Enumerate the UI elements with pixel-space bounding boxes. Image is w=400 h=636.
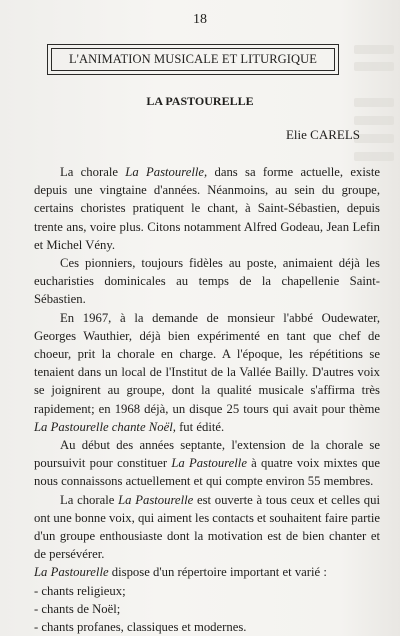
italic-title: La Pastourelle	[118, 492, 194, 507]
margin-shadow	[354, 45, 394, 54]
italic-title: La Pastourelle,	[125, 165, 208, 179]
text-run: Ces pionniers, toujours fidèles au poste, animaient déjà les eucharisties dominicales au temps de la chapellenie Saint-Sébastien.	[34, 256, 380, 307]
margin-shadow	[354, 116, 394, 125]
text-run: La chorale	[60, 492, 119, 507]
body-paragraph	[34, 254, 380, 309]
article-title: LA PASTOURELLE	[146, 94, 254, 108]
list-item: - chants de Noël;	[34, 601, 121, 616]
body-paragraph	[34, 436, 380, 491]
paragraph-list	[34, 163, 380, 582]
body-paragraph	[34, 163, 380, 254]
italic-title: La Pastourelle	[34, 565, 109, 580]
body-paragraph	[34, 563, 380, 581]
margin-shadow	[354, 62, 394, 71]
margin-shadow	[354, 152, 394, 161]
body-paragraph	[34, 491, 380, 564]
author-name: Elie CARELS	[285, 127, 360, 142]
article-body	[34, 163, 380, 636]
text-run: est ouverte à tous ceux et celles qui ont une bonne voix, qui aiment les contacts et souhaitent faire partie d'un groupe enthousiaste dont la motivation est de bien chanter et de persévérer.	[34, 492, 380, 562]
italic-title: La Pastourelle chante Noël,	[34, 419, 176, 434]
list-item: - chants profanes, classiques et modernes.	[34, 620, 247, 635]
section-title-frame	[47, 44, 339, 75]
section-title: L'ANIMATION MUSICALE ET LITURGIQUE	[51, 48, 335, 71]
text-run: à quatre voix mixtes que nous connaissons actuellement et qui compte environ 55 membres.	[34, 456, 380, 489]
text-run: La chorale	[60, 165, 126, 179]
list-item: - chants religieux;	[34, 583, 126, 598]
text-run: Au début des années septante, l'extension de la chorale se poursuivit pour constituer	[34, 438, 380, 471]
text-run: En 1967, à la demande de monsieur l'abbé Oudewater, Georges Wauthier, déjà bien expérimenté en tant que chef de choeur, prit la chorale en charge. A l'époque, les répétitions se tenaient dans un local de l'Institut de la Vallée Bailly. D'autres voix se joignirent au groupe, dont la qualité musicale s'affirma très rapidement; en 1968 déjà, un disque 25 tours qui avait pour thème	[34, 310, 380, 416]
text-run: fut édité.	[175, 419, 225, 434]
text-run: dans sa forme actuelle, existe depuis une vingtaine d'années. Néanmoins, au sein du groupe, certains choristes pratiquent le chant, à Saint-Sébastien, depuis trente ans, voire plus. Citons notamment Alfred Godeau, Jean Lefin et Michel Vény.	[34, 165, 380, 252]
page-number: 18	[193, 12, 207, 27]
text-run: dispose d'un répertoire important et varié :	[108, 565, 327, 580]
italic-title: La Pastourelle	[171, 456, 247, 471]
body-paragraph	[34, 309, 380, 436]
repertoire-list	[34, 582, 380, 636]
margin-shadow	[354, 134, 394, 143]
